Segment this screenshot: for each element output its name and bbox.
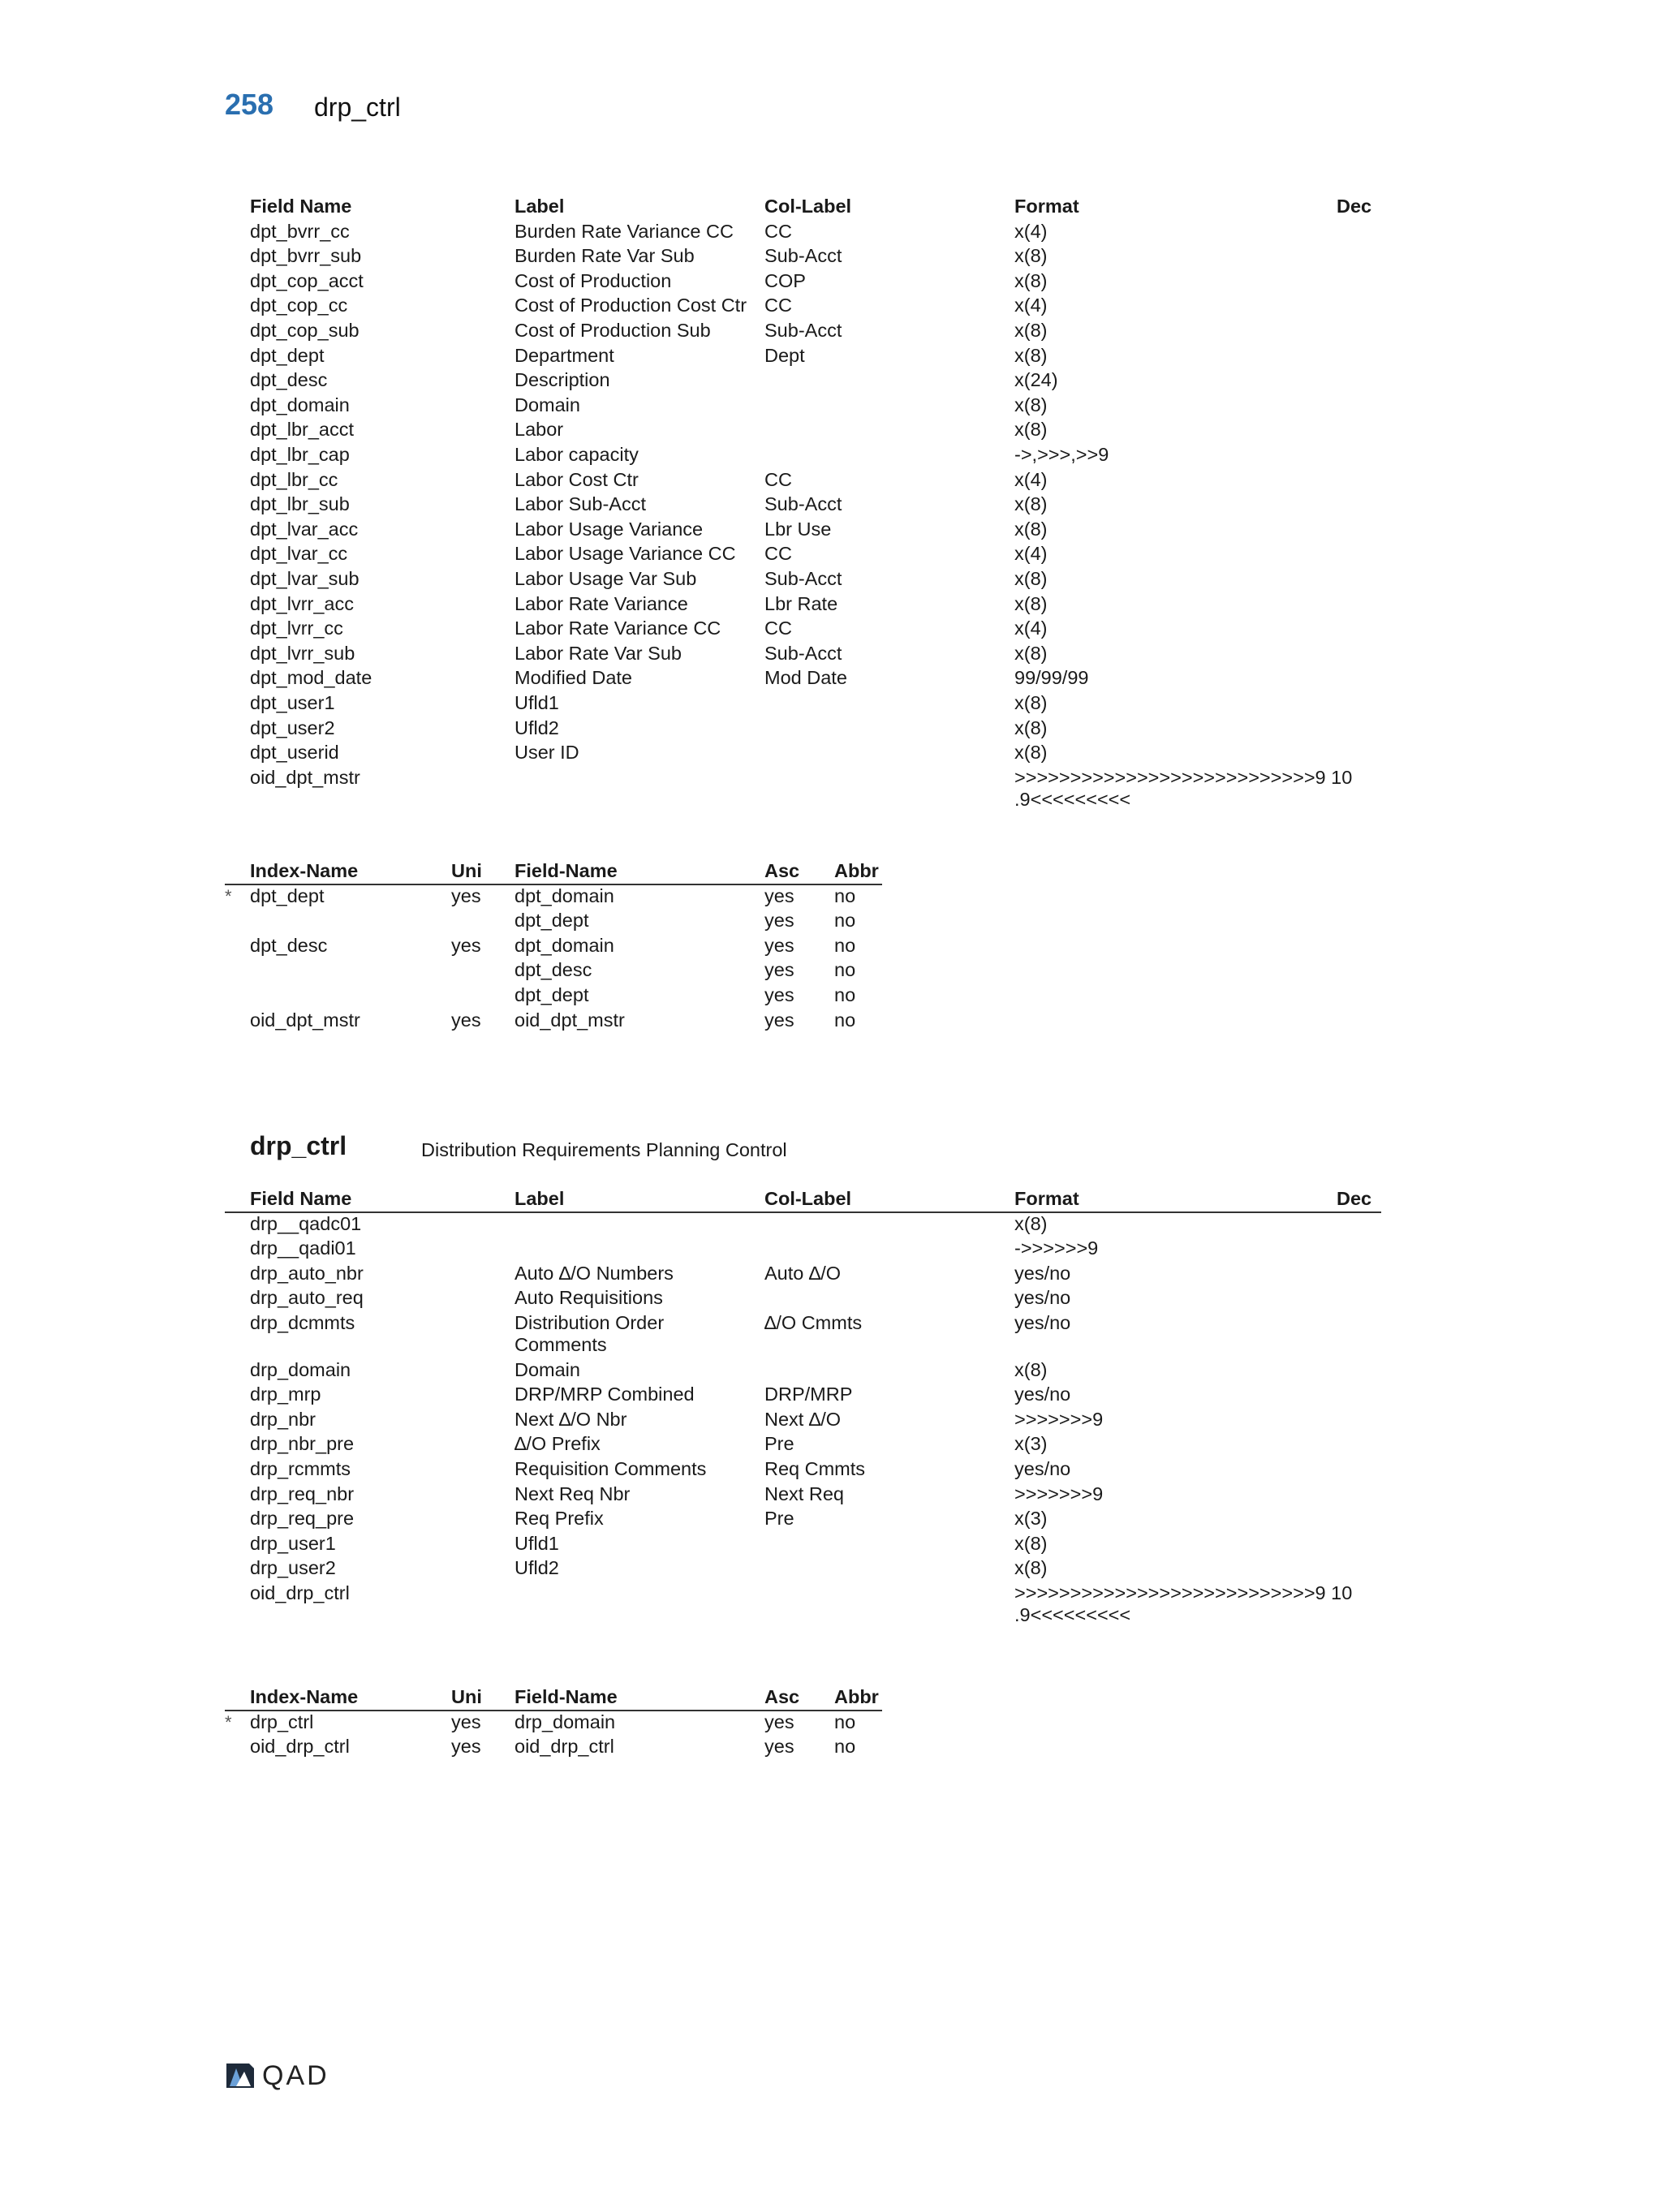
label-cell: Requisition Comments (515, 1458, 707, 1479)
label-cell: Cost of Production (515, 269, 672, 291)
unique-cell: yes (451, 1736, 481, 1758)
label-cell: Domain (515, 1358, 580, 1380)
index-name-cell: oid_dpt_mstr (250, 1009, 360, 1031)
label-cell: Burden Rate Variance CC (515, 220, 734, 242)
ascending-cell: yes (764, 910, 794, 932)
format-cell: x(8) (1014, 419, 1048, 441)
label-cell: Cost of Production Cost Ctr (515, 295, 747, 316)
col-label-cell: Lbr Rate (764, 592, 838, 614)
field-name-cell: dpt_cop_sub (250, 320, 360, 341)
col-label-cell: CC (764, 220, 792, 242)
field-name-cell: drp_nbr (250, 1408, 316, 1430)
format-cell: x(4) (1014, 468, 1048, 490)
abbreviated-cell: no (834, 1009, 856, 1031)
format-cell: x(8) (1014, 344, 1048, 366)
format-cell: 99/99/99 (1014, 667, 1089, 689)
label-cell: Ufld1 (515, 692, 559, 713)
format-cell: x(8) (1014, 717, 1048, 738)
col-label-cell: Next ∆/O (764, 1408, 842, 1430)
index-field-cell: drp_domain (515, 1711, 616, 1732)
format-cell: x(3) (1014, 1508, 1048, 1530)
field-name-cell: dpt_lvrr_cc (250, 618, 343, 639)
field-name-cell: dpt_lbr_cc (250, 468, 338, 490)
label-cell: Ufld2 (515, 717, 559, 738)
label-cell: Distribution Order (515, 1312, 665, 1333)
format-cell: x(8) (1014, 692, 1048, 713)
format-cell: >>>>>>>>>>>>>>>>>>>>>>>>>>>9 10 (1014, 766, 1353, 788)
field-name-cell: dpt_bvrr_sub (250, 245, 362, 267)
label-cell: Ufld1 (515, 1532, 559, 1554)
label-cell: ∆/O Prefix (515, 1433, 601, 1455)
field-name-cell: dpt_lvar_acc (250, 518, 359, 540)
label-cell: Auto ∆/O Numbers (515, 1262, 674, 1284)
col-label-cell: CC (764, 618, 792, 639)
column-header-label: Label (515, 196, 565, 217)
label-cell: Department (515, 344, 614, 366)
col-label-cell: Sub-Acct (764, 642, 842, 664)
column-header-format: Format (1014, 1188, 1079, 1209)
label-cell: Req Prefix (515, 1508, 604, 1530)
field-name-cell: drp_req_pre (250, 1508, 355, 1530)
format-cell: x(8) (1014, 1212, 1048, 1234)
field-name-cell: dpt_domain (250, 394, 350, 415)
column-header-index: Index-Name (250, 1686, 359, 1707)
column-header-asc: Asc (764, 860, 800, 881)
format-cell: x(8) (1014, 642, 1048, 664)
field-name-cell: drp_user2 (250, 1557, 336, 1579)
column-header-col-label: Col-Label (764, 196, 852, 217)
field-name-cell: drp_domain (250, 1358, 351, 1380)
format-cell: x(24) (1014, 369, 1058, 391)
field-name-cell: drp_user1 (250, 1532, 336, 1554)
primary-index-marker: * (225, 1711, 232, 1732)
column-header-label: Label (515, 1188, 565, 1209)
index-field-cell: dpt_dept (515, 910, 589, 932)
label-cell: Labor Rate Var Sub (515, 642, 682, 664)
running-head: drp_ctrl (314, 93, 401, 122)
label-cell: Domain (515, 394, 580, 415)
field-name-cell: drp__qadc01 (250, 1212, 362, 1234)
label-cell: Labor (515, 419, 564, 441)
format-cell: >>>>>>>9 (1014, 1483, 1104, 1504)
ascending-cell: yes (764, 959, 794, 981)
index-field-cell: dpt_domain (515, 884, 614, 906)
col-label-cell: COP (764, 269, 806, 291)
format-cell: x(8) (1014, 1532, 1048, 1554)
unique-cell: yes (451, 1711, 481, 1732)
column-header-field: Field Name (250, 1188, 352, 1209)
field-name-cell: drp_nbr_pre (250, 1433, 355, 1455)
format-cell: x(8) (1014, 592, 1048, 614)
label-cell: Labor Cost Ctr (515, 468, 639, 490)
index-field-cell: dpt_desc (515, 959, 592, 981)
col-label-cell: Mod Date (764, 667, 847, 689)
ascending-cell: yes (764, 934, 794, 956)
column-header-asc: Asc (764, 1686, 800, 1707)
format-cell: x(3) (1014, 1433, 1048, 1455)
unique-cell: yes (451, 934, 481, 956)
field-name-cell: dpt_cop_cc (250, 295, 348, 316)
field-name-cell: drp_auto_nbr (250, 1262, 364, 1284)
abbreviated-cell: no (834, 984, 856, 1005)
col-label-cell: Sub-Acct (764, 320, 842, 341)
index-name-cell: dpt_desc (250, 934, 328, 956)
format-cell: ->>>>>>9 (1014, 1237, 1099, 1259)
index-name-cell: dpt_dept (250, 884, 325, 906)
col-label-cell: Lbr Use (764, 518, 832, 540)
column-header-dec: Dec (1337, 1188, 1372, 1209)
col-label-cell: CC (764, 468, 792, 490)
field-name-cell: drp_mrp (250, 1384, 321, 1405)
format-cell: yes/no (1014, 1287, 1071, 1309)
format-cell: yes/no (1014, 1262, 1071, 1284)
column-header-abbr: Abbr (834, 1686, 879, 1707)
format-continuation-cell: .9<<<<<<<<< (1014, 1604, 1131, 1625)
format-cell: ->,>>>,>>9 (1014, 444, 1109, 465)
col-label-cell: Req Cmmts (764, 1458, 866, 1479)
col-label-cell: Sub-Acct (764, 245, 842, 267)
col-label-cell: Auto ∆/O (764, 1262, 842, 1284)
field-name-cell: dpt_user1 (250, 692, 335, 713)
format-cell: x(8) (1014, 320, 1048, 341)
qad-logo (225, 2059, 329, 2092)
unique-cell: yes (451, 1009, 481, 1031)
column-header-dec: Dec (1337, 196, 1372, 217)
index-field-cell: dpt_domain (515, 934, 614, 956)
column-header-index: Index-Name (250, 860, 359, 881)
format-cell: x(4) (1014, 220, 1048, 242)
format-cell: x(4) (1014, 543, 1048, 565)
field-name-cell: dpt_cop_acct (250, 269, 364, 291)
field-name-cell: dpt_lbr_sub (250, 493, 350, 515)
label-cell: Labor capacity (515, 444, 639, 465)
index-field-cell: oid_drp_ctrl (515, 1736, 614, 1758)
index-field-cell: dpt_dept (515, 984, 589, 1005)
format-cell: >>>>>>>>>>>>>>>>>>>>>>>>>>>9 10 (1014, 1582, 1353, 1603)
field-name-cell: drp_rcmmts (250, 1458, 351, 1479)
col-label-cell: CC (764, 295, 792, 316)
col-label-cell: Pre (764, 1433, 794, 1455)
label-cell: DRP/MRP Combined (515, 1384, 695, 1405)
unique-cell: yes (451, 884, 481, 906)
col-label-cell: Sub-Acct (764, 568, 842, 589)
qad-logo-text: QAD (262, 2059, 329, 2091)
format-cell: x(8) (1014, 742, 1048, 764)
primary-index-marker: * (225, 885, 232, 906)
format-continuation-cell: .9<<<<<<<<< (1014, 788, 1131, 810)
field-name-cell: dpt_mod_date (250, 667, 372, 689)
format-cell: yes/no (1014, 1458, 1071, 1479)
format-cell: >>>>>>>9 (1014, 1408, 1104, 1430)
field-name-cell: dpt_bvrr_cc (250, 220, 350, 242)
label-cell: Labor Usage Var Sub (515, 568, 697, 589)
label-cell: User ID (515, 742, 579, 764)
col-label-cell: DRP/MRP (764, 1384, 853, 1405)
ascending-cell: yes (764, 1009, 794, 1031)
page-number: 258 (225, 88, 274, 121)
col-label-cell: ∆/O Cmmts (764, 1312, 863, 1333)
field-name-cell: dpt_lvrr_acc (250, 592, 354, 614)
col-label-cell: Sub-Acct (764, 493, 842, 515)
col-label-cell: CC (764, 543, 792, 565)
label-cell: Labor Rate Variance (515, 592, 688, 614)
label-cell: Ufld2 (515, 1557, 559, 1579)
field-name-cell: dpt_lvar_sub (250, 568, 360, 589)
column-header-col-label: Col-Label (764, 1188, 852, 1209)
label-continuation-cell: Comments (515, 1334, 607, 1355)
column-header-format: Format (1014, 196, 1079, 217)
index-name-cell: drp_ctrl (250, 1711, 314, 1732)
label-cell: Labor Sub-Acct (515, 493, 646, 515)
ascending-cell: yes (764, 984, 794, 1005)
abbreviated-cell: no (834, 910, 856, 932)
label-cell: Cost of Production Sub (515, 320, 711, 341)
index-field-cell: oid_dpt_mstr (515, 1009, 625, 1031)
col-label-cell: Next Req (764, 1483, 844, 1504)
format-cell: x(8) (1014, 518, 1048, 540)
column-header-uni: Uni (451, 860, 482, 881)
field-name-cell: dpt_user2 (250, 717, 335, 738)
field-name-cell: drp_dcmmts (250, 1312, 355, 1333)
format-cell: x(8) (1014, 269, 1048, 291)
field-name-cell: dpt_lbr_acct (250, 419, 355, 441)
column-header-field: Field Name (250, 196, 352, 217)
column-header-field: Field-Name (515, 1686, 618, 1707)
label-cell: Description (515, 369, 610, 391)
section-description: Distribution Requirements Planning Control (421, 1139, 787, 1160)
field-name-cell: dpt_lvar_cc (250, 543, 348, 565)
format-cell: x(8) (1014, 493, 1048, 515)
ascending-cell: yes (764, 884, 794, 906)
column-header-field: Field-Name (515, 860, 618, 881)
col-label-cell: Pre (764, 1508, 794, 1530)
field-name-cell: dpt_lvrr_sub (250, 642, 355, 664)
section-title: drp_ctrl (250, 1131, 347, 1160)
field-name-cell: drp_auto_req (250, 1287, 364, 1309)
index-name-cell: oid_drp_ctrl (250, 1736, 350, 1758)
ascending-cell: yes (764, 1711, 794, 1732)
abbreviated-cell: no (834, 959, 856, 981)
label-cell: Auto Requisitions (515, 1287, 663, 1309)
abbreviated-cell: no (834, 1736, 856, 1758)
col-label-cell: Dept (764, 344, 805, 366)
field-name-cell: dpt_userid (250, 742, 339, 764)
column-header-uni: Uni (451, 1686, 482, 1707)
field-name-cell: oid_drp_ctrl (250, 1582, 350, 1603)
abbreviated-cell: no (834, 934, 856, 956)
qad-logo-icon (225, 2062, 256, 2089)
format-cell: x(4) (1014, 295, 1048, 316)
label-cell: Next ∆/O Nbr (515, 1408, 627, 1430)
label-cell: Labor Usage Variance CC (515, 543, 736, 565)
label-cell: Labor Usage Variance (515, 518, 704, 540)
abbreviated-cell: no (834, 884, 856, 906)
format-cell: x(8) (1014, 1557, 1048, 1579)
ascending-cell: yes (764, 1736, 794, 1758)
format-cell: x(8) (1014, 245, 1048, 267)
field-name-cell: drp_req_nbr (250, 1483, 355, 1504)
format-cell: x(8) (1014, 1358, 1048, 1380)
field-name-cell: dpt_desc (250, 369, 328, 391)
field-name-cell: dpt_lbr_cap (250, 444, 350, 465)
field-name-cell: dpt_dept (250, 344, 325, 366)
format-cell: yes/no (1014, 1312, 1071, 1333)
header-rule (225, 1211, 1381, 1213)
format-cell: x(4) (1014, 618, 1048, 639)
label-cell: Burden Rate Var Sub (515, 245, 695, 267)
label-cell: Modified Date (515, 667, 632, 689)
column-header-abbr: Abbr (834, 860, 879, 881)
field-name-cell: drp__qadi01 (250, 1237, 356, 1259)
label-cell: Next Req Nbr (515, 1483, 631, 1504)
format-cell: x(8) (1014, 394, 1048, 415)
format-cell: yes/no (1014, 1384, 1071, 1405)
field-name-cell: oid_dpt_mstr (250, 766, 360, 788)
abbreviated-cell: no (834, 1711, 856, 1732)
format-cell: x(8) (1014, 568, 1048, 589)
label-cell: Labor Rate Variance CC (515, 618, 721, 639)
